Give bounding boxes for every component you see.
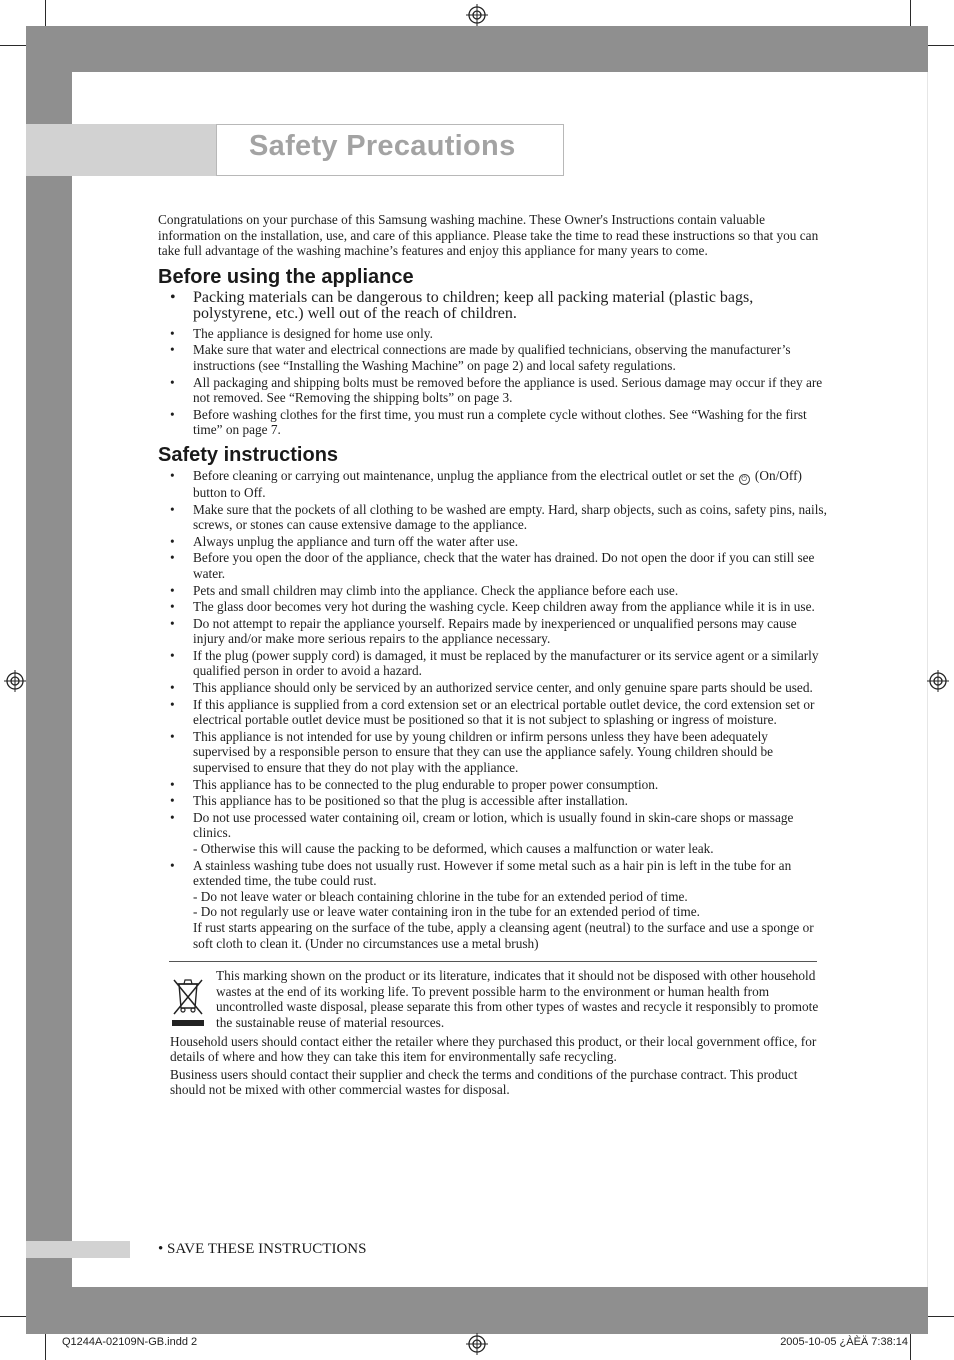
household-users-text: Household users should contact either the retailer where they purchased this product, or their local government office, for details of where and how they can take this item for environmentally safe recycling.	[170, 1033, 817, 1065]
divider	[169, 961, 817, 962]
crop-mark	[0, 45, 26, 46]
section-heading-before-using: Before using the appliance	[158, 265, 414, 288]
crossed-out-wheelie-bin-icon	[170, 974, 206, 1028]
list-item: • If this appliance is supplied from a cord extension set or an electrical portable outlet device, the cord extension set or electrical portable outlet device must be positioned so that it is not subject to splashing or ingress of moisture.	[158, 697, 828, 728]
frame-top-bar	[26, 26, 928, 72]
list-item: • The appliance is designed for home use only.	[158, 326, 828, 342]
crop-mark	[910, 0, 911, 26]
registration-mark-icon	[466, 1333, 488, 1355]
print-slug-date: 2005-10-05 ¿ÀÈÄ 7:38:14	[780, 1336, 908, 1348]
list-item	[158, 468, 828, 501]
section-heading-safety: Safety instructions	[158, 443, 339, 466]
weee-notice	[170, 968, 828, 1030]
frame-bottom-bar	[26, 1287, 928, 1334]
registration-mark-icon	[927, 670, 949, 692]
power-button-icon: ⏻	[739, 474, 750, 485]
list-item: • This appliance should only be serviced by an authorized service center, and only genuine spare parts should be used.	[158, 680, 828, 696]
list-item: • Always unplug the appliance and turn off the water after use.	[158, 534, 828, 550]
list-item: • Before you open the door of the appliance, check that the water has drained. Do not open the door if you can still see water.	[158, 550, 828, 581]
footer-tab	[26, 1241, 130, 1258]
before-using-list	[158, 290, 828, 438]
list-item: • This appliance has to be positioned so that the plug is accessible after installation.	[158, 793, 828, 809]
list-item-text: • Do not use processed water containing oil, cream or lotion, which is usually found in skin-care shops or massage clinics.	[193, 809, 794, 841]
list-item-subtext: - Do not regularly use or leave water containing iron in the tube for an extended period of time.	[193, 904, 700, 920]
list-item: • Before washing clothes for the first time, you must run a complete cycle without clothes. See “Washing for the first time” on page 7.	[158, 407, 828, 438]
list-item: • The glass door becomes very hot during the washing cycle. Keep children away from the appliance while it is in use.	[158, 599, 828, 615]
page-title: Safety Precautions	[249, 130, 516, 162]
crop-mark	[45, 1334, 46, 1360]
list-item: • Do not attempt to repair the appliance yourself. Repairs made by inexperienced or unqualified persons may cause injury and/or make more serious repairs to the appliance necessary.	[158, 616, 828, 647]
list-item-text: • A stainless washing tube does not usually rust. However if some metal such as a hair pin is left in the tube for an extended time, the tube could rust.	[193, 857, 792, 889]
print-slug-filename: Q1244A-02109N-GB.indd 2	[62, 1336, 198, 1348]
frame-left-bar	[26, 26, 72, 1334]
main-content	[158, 212, 828, 1100]
list-item-subtext: - Do not leave water or bleach containing chlorine in the tube for an extended period of time.	[193, 888, 688, 904]
list-item	[158, 858, 828, 952]
list-item: • Make sure that water and electrical connections are made by qualified technicians, observing the manufacturer’s instructions (see “Installing the Washing Machine” on page 2) and local safety regulations.	[158, 342, 828, 373]
disposal-info	[170, 1034, 828, 1098]
crop-mark	[928, 1316, 954, 1317]
weee-text: This marking shown on the product or its literature, indicates that it should not be disposed with other household wastes at the end of its working life. To prevent possible harm to the environment or human health from uncontrolled waste disposal, please separate this from other types of wastes and recycle it responsibly to promote the sustainable reuse of material resources.	[216, 968, 819, 1030]
crop-mark	[928, 45, 954, 46]
list-item: • Packing materials can be dangerous to children; keep all packing material (plastic bags, polystyrene, etc.) well out of the reach of children.	[158, 290, 828, 323]
list-item: • All packaging and shipping bolts must be removed before the appliance is used. Serious damage may occur if they are not removed. See “Removing the shipping bolts” on page 3.	[158, 375, 828, 406]
list-item: • If the plug (power supply cord) is damaged, it must be replaced by the manufacturer or its service agent or a similarly qualified person in order to avoid a hazard.	[158, 648, 828, 679]
list-item: • Make sure that the pockets of all clothing to be washed are empty. Hard, sharp objects, such as coins, safety pins, nails, screws, or stones can cause extensive damage to the appliance.	[158, 502, 828, 533]
list-item-subtext: - Otherwise this will cause the packing to be deformed, which causes a malfunction or water leak.	[193, 841, 714, 856]
registration-mark-icon	[466, 4, 488, 26]
list-item	[158, 810, 828, 857]
list-item-text: (On/Off) button to Off.	[193, 467, 802, 500]
crop-mark	[0, 1316, 26, 1317]
crop-mark	[45, 0, 46, 26]
registration-mark-icon	[4, 670, 26, 692]
intro-paragraph: Congratulations on your purchase of this Samsung washing machine. These Owner's Instructions contain valuable information on the installation, use, and care of this appliance. Please take the time to read these instructions so that you can take full advantage of the washing machine’s features and enjoy this appliance for many years to come.	[158, 212, 819, 259]
list-item: • This appliance is not intended for use by young children or infirm persons unless they have been adequately supervised by a responsible person to ensure that they can use the appliance safely. Young children should be supervised to ensure that they do not play with the appliance.	[158, 729, 828, 776]
list-item: • Pets and small children may climb into the appliance. Check the appliance before each use.	[158, 583, 828, 599]
business-users-text: Business users should contact their supplier and check the terms and conditions of the purchase contract. This product should not be mixed with other commercial wastes for disposal.	[170, 1066, 798, 1098]
list-item-text: Before cleaning or carrying out maintenance, unplug the appliance from the electrical outlet or set the	[193, 467, 735, 483]
safety-list	[158, 468, 828, 951]
crop-mark	[910, 1334, 911, 1360]
list-item-subtext: If rust starts appearing on the surface of the tube, apply a cleansing agent (neutral) to the surface and use a sponge or soft cloth to clean it. (Under no circumstances use a metal brush)	[193, 919, 814, 951]
save-instructions-note: • SAVE THESE INSTRUCTIONS	[158, 1241, 367, 1257]
list-item: • This appliance has to be connected to the plug endurable to proper power consumption.	[158, 777, 828, 793]
